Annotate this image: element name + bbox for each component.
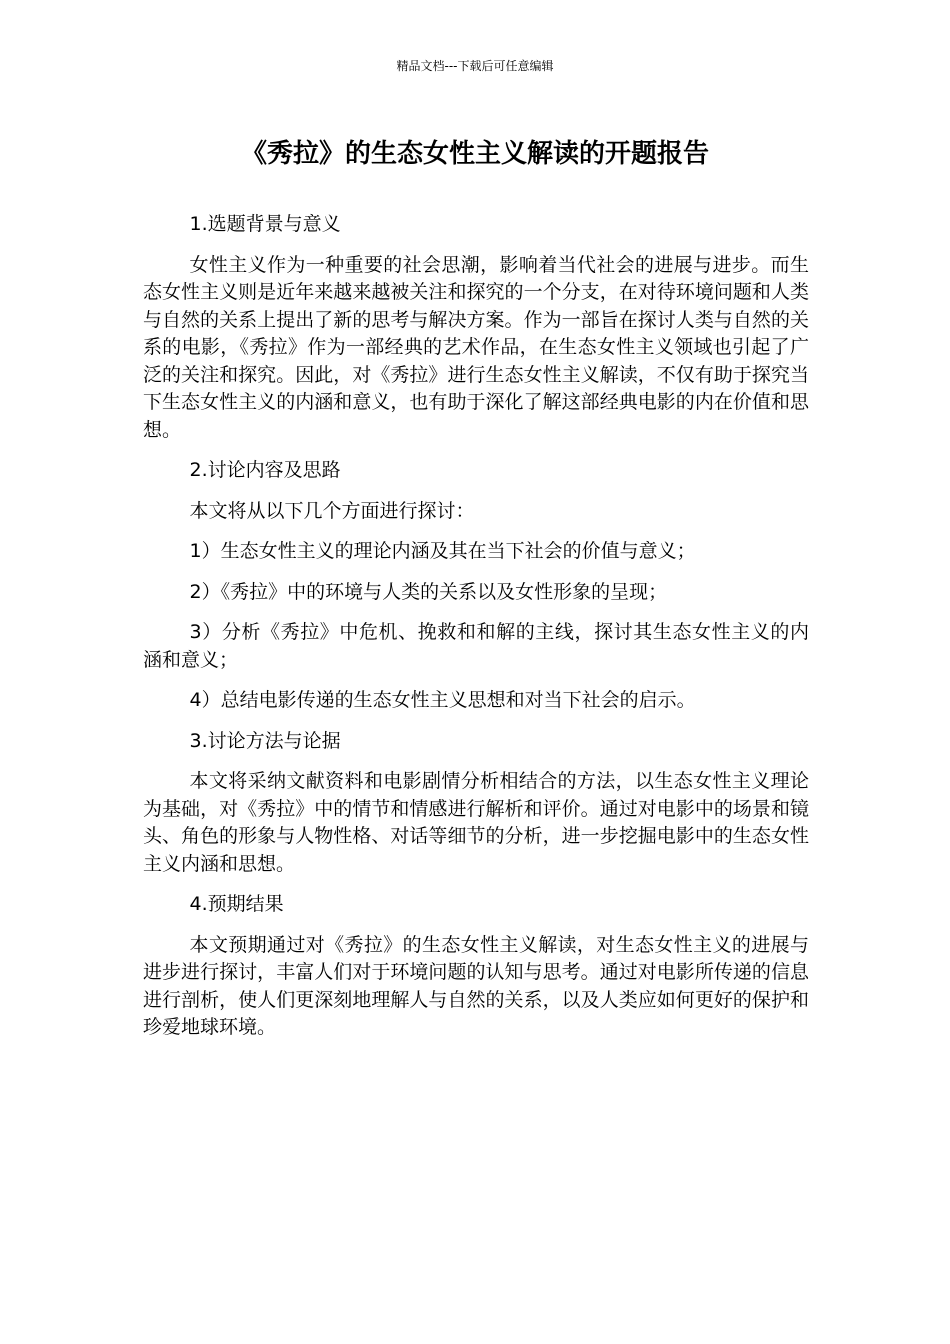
section-1-heading: 1.选题背景与意义: [189, 213, 341, 235]
section-2-item-1: 1）生态女性主义的理论内涵及其在当下社会的价值与意义；: [189, 540, 696, 562]
section-2-heading: 2.讨论内容及思路: [189, 459, 341, 481]
section-2-intro: 本文将从以下几个方面进行探讨：: [189, 499, 475, 522]
section-2-item-4: 4）总结电影传递的生态女性主义思想和对当下社会的启示。: [189, 689, 696, 711]
document-body: [143, 211, 809, 1055]
section-2-item-2: 2）《秀拉》中的环境与人类的关系以及女性形象的呈现；: [189, 580, 668, 603]
document-title: 《秀拉》的生态女性主义解读的开题报告: [240, 139, 709, 169]
header-note: 精品文档---下载后可任意编辑: [396, 59, 554, 73]
section-1-paragraph: 女性主义作为一种重要的社会思潮，影响着当代社会的进展与进步。而生态女性主义则是近年来越来越被关注和探究的一个分支，在对待环境问题和人类与自然的关系上提出了新的思考与解决方案。作为一部旨在探讨人类与自然的关系的电影，《秀拉》作为一部经典的艺术作品，在生态女性主义领域也引起了广泛的关注和探究。因此，对《秀拉》进行生态女性主义解读，不仅有助于探究当下生态女性主义的内涵和意义，也有助于深化了解这部经典电影的内在价值和思想。: [143, 253, 809, 441]
section-3-paragraph: 本文将采纳文献资料和电影剧情分析相结合的方法，以生态女性主义理论为基础，对《秀拉》中的情节和情感进行解析和评价。通过对电影中的场景和镜头、角色的形象与人物性格、对话等细节的分析，进一步挖掘电影中的生态女性主义内涵和思想。: [143, 770, 809, 875]
section-3-heading: 3.讨论方法与论据: [189, 729, 341, 752]
section-4-paragraph: 本文预期通过对《秀拉》的生态女性主义解读，对生态女性主义的进展与进步进行探讨，丰富人们对于环境问题的认知与思考。通过对电影所传递的信息进行剖析，使人们更深刻地理解人与自然的关系，以及人类应如何更好的保护和珍爱地球环境。: [143, 933, 809, 1038]
section-4-heading: 4.预期结果: [189, 893, 284, 915]
section-2-item-3: 3）分析《秀拉》中危机、挽救和和解的主线，探讨其生态女性主义的内涵和意义；: [143, 621, 809, 671]
